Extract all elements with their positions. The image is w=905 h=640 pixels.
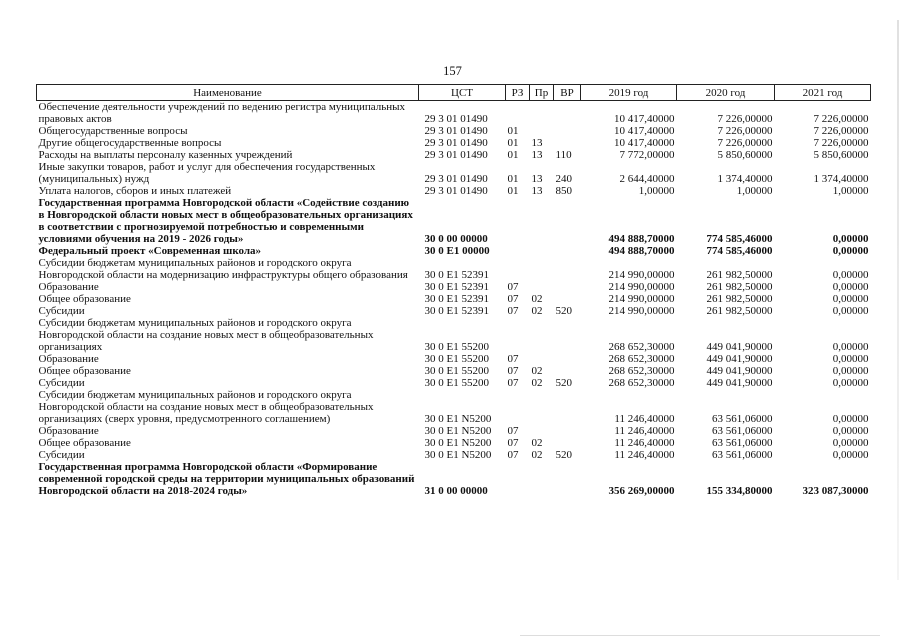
cell-cst: 30 0 E1 N5200 [424, 437, 492, 449]
cell-pr: 02 [531, 305, 543, 317]
cell-cst: 30 0 00 00000 [424, 233, 488, 245]
header-row [37, 85, 871, 101]
cell-rz: 01 [507, 125, 519, 137]
cell-y2020: 261 982,50000 [706, 281, 773, 293]
cell-rz: 07 [507, 377, 519, 389]
cell-y2020: 7 226,00000 [717, 125, 773, 137]
table-row [37, 245, 871, 257]
cell-name: Общее образование [38, 365, 131, 377]
cell-cst: 30 0 E1 N5200 [424, 449, 492, 461]
cell-y2019: 11 246,40000 [614, 449, 675, 461]
cell-cst: 30 0 E1 00000 [424, 245, 490, 257]
cell-vr [554, 353, 581, 365]
cell-rz: 07 [507, 353, 519, 365]
cell-y2019: 10 417,40000 [614, 137, 675, 149]
header-vr: ВР [554, 85, 581, 101]
cell-pr: 13 [531, 173, 543, 185]
table-row [37, 293, 871, 305]
cell-y2020: 155 334,80000 [706, 485, 773, 497]
cell-y2019: 268 652,30000 [608, 341, 675, 353]
cell-y2020: 7 226,00000 [717, 113, 773, 125]
cell-y2020: 261 982,50000 [706, 293, 773, 305]
cell-y2019: 7 772,00000 [619, 149, 675, 161]
cell-cst: 29 3 01 01490 [424, 173, 488, 185]
cell-name: Общегосударственные вопросы [38, 125, 188, 137]
cell-y2019: 214 990,00000 [608, 293, 675, 305]
header-2021: 2021 год [775, 85, 871, 101]
cell-y2021: 0,00000 [832, 305, 869, 317]
cell-y2021: 1 374,40000 [813, 173, 869, 185]
cell-pr: 13 [531, 185, 543, 197]
cell-y2020: 1,00000 [736, 185, 773, 197]
table-row [37, 437, 871, 449]
cell-y2020: 7 226,00000 [717, 137, 773, 149]
cell-y2019: 2 644,40000 [619, 173, 675, 185]
cell-name: Субсидии бюджетам муниципальных районов и городского округа Новгородской области на создание новых мест в общеобразовательных организациях [38, 317, 374, 353]
cell-pr [530, 281, 554, 293]
cell-name: Общее образование [38, 293, 131, 305]
cell-rz [506, 257, 530, 281]
cell-y2021: 0,00000 [832, 365, 869, 377]
table-row [37, 185, 871, 197]
cell-pr [530, 425, 554, 437]
table-row [37, 389, 871, 425]
cell-y2019: 268 652,30000 [608, 365, 675, 377]
cell-y2021: 0,00000 [832, 413, 869, 425]
cell-y2019: 10 417,40000 [614, 125, 675, 137]
cell-y2021: 7 226,00000 [813, 113, 869, 125]
cell-pr: 02 [531, 365, 543, 377]
cell-vr [554, 101, 581, 126]
cell-cst: 30 0 E1 52391 [424, 269, 489, 281]
cell-vr [554, 257, 581, 281]
cell-name: Субсидии [38, 305, 85, 317]
cell-vr [554, 281, 581, 293]
cell-vr [554, 389, 581, 425]
cell-y2019: 494 888,70000 [608, 233, 675, 245]
cell-name: Субсидии [38, 449, 85, 461]
cell-y2021: 0,00000 [832, 269, 869, 281]
cell-y2019: 10 417,40000 [614, 113, 675, 125]
cell-vr [554, 197, 581, 245]
cell-rz: 07 [507, 365, 519, 377]
cell-rz: 01 [507, 185, 519, 197]
cell-y2020: 63 561,06000 [712, 449, 773, 461]
cell-y2021: 0,00000 [832, 293, 869, 305]
cell-y2019: 494 888,70000 [608, 245, 675, 257]
cell-name: Обеспечение деятельности учреждений по ведению регистра муниципальных правовых актов [38, 101, 405, 125]
cell-cst: 30 0 E1 52391 [424, 305, 489, 317]
cell-cst: 31 0 00 00000 [424, 485, 488, 497]
table-row [37, 197, 871, 245]
cell-pr: 02 [531, 377, 543, 389]
header-rz: РЗ [506, 85, 530, 101]
cell-y2020: 63 561,06000 [712, 425, 773, 437]
cell-rz: 07 [507, 437, 519, 449]
cell-pr: 02 [531, 437, 543, 449]
cell-cst: 29 3 01 01490 [424, 137, 488, 149]
table-row [37, 353, 871, 365]
cell-name: Субсидии бюджетам муниципальных районов и городского округа Новгородской области на модернизацию инфраструктуры общего образования [38, 257, 408, 281]
cell-cst: 29 3 01 01490 [424, 125, 488, 137]
cell-vr [554, 293, 581, 305]
cell-rz: 07 [507, 449, 519, 461]
cell-pr [530, 257, 554, 281]
header-cst: ЦСТ [419, 85, 506, 101]
header-2020: 2020 год [677, 85, 775, 101]
table-row [37, 281, 871, 293]
table-row [37, 305, 871, 317]
cell-rz [506, 461, 530, 497]
cell-cst: 30 0 E1 55200 [424, 365, 489, 377]
cell-cst: 30 0 E1 55200 [424, 353, 489, 365]
cell-cst: 30 0 E1 52391 [424, 293, 489, 305]
cell-y2019: 1,00000 [638, 185, 675, 197]
cell-cst: 29 3 01 01490 [424, 113, 488, 125]
table-row [37, 317, 871, 353]
cell-pr [530, 197, 554, 245]
cell-rz [506, 101, 530, 126]
table-row [37, 137, 871, 149]
cell-cst: 30 0 E1 55200 [424, 377, 489, 389]
table-row [37, 125, 871, 137]
cell-name: Общее образование [38, 437, 131, 449]
cell-y2021: 323 087,30000 [802, 485, 869, 497]
cell-vr [554, 461, 581, 497]
cell-y2020: 449 041,90000 [706, 377, 773, 389]
cell-y2021: 7 226,00000 [813, 125, 869, 137]
cell-rz [506, 197, 530, 245]
table-row [37, 377, 871, 389]
cell-pr: 02 [531, 449, 543, 461]
cell-rz [506, 389, 530, 425]
cell-name: Образование [38, 425, 99, 437]
cell-y2019: 268 652,30000 [608, 353, 675, 365]
cell-vr: 520 [555, 377, 572, 389]
cell-y2021: 0,00000 [832, 377, 869, 389]
cell-y2021: 0,00000 [832, 353, 869, 365]
cell-y2021: 0,00000 [832, 245, 869, 257]
cell-rz [506, 245, 530, 257]
cell-name: Субсидии [38, 377, 85, 389]
cell-pr [530, 125, 554, 137]
cell-y2021: 0,00000 [832, 233, 869, 245]
cell-vr [554, 245, 581, 257]
cell-rz [506, 317, 530, 353]
cell-cst: 29 3 01 01490 [424, 149, 488, 161]
header-pr: Пр [530, 85, 554, 101]
cell-rz: 07 [507, 305, 519, 317]
cell-name: Расходы на выплаты персоналу казенных учреждений [38, 149, 293, 161]
cell-vr: 850 [555, 185, 572, 197]
cell-rz: 07 [507, 293, 519, 305]
cell-y2019: 11 246,40000 [614, 425, 675, 437]
table-row [37, 257, 871, 281]
table-row [37, 161, 871, 185]
cell-pr [530, 101, 554, 126]
cell-rz: 07 [507, 425, 519, 437]
cell-vr [554, 365, 581, 377]
cell-name: Федеральный проект «Современная школа» [38, 245, 262, 257]
cell-vr: 240 [555, 173, 572, 185]
table-row [37, 101, 871, 126]
cell-name: Образование [38, 353, 99, 365]
cell-y2021: 5 850,60000 [813, 149, 869, 161]
table-row [37, 149, 871, 161]
header-name: Наименование [37, 85, 419, 101]
cell-y2021: 0,00000 [832, 437, 869, 449]
cell-pr: 13 [531, 149, 543, 161]
cell-y2019: 11 246,40000 [614, 437, 675, 449]
cell-cst: 30 0 E1 N5200 [424, 425, 492, 437]
cell-y2020: 5 850,60000 [717, 149, 773, 161]
cell-vr [554, 125, 581, 137]
cell-pr: 13 [531, 137, 543, 149]
cell-vr [554, 137, 581, 149]
cell-y2019: 356 269,00000 [608, 485, 675, 497]
cell-y2019: 214 990,00000 [608, 305, 675, 317]
cell-y2020: 261 982,50000 [706, 305, 773, 317]
page-number: 157 [443, 64, 462, 78]
cell-rz: 01 [507, 137, 519, 149]
cell-vr [554, 425, 581, 437]
cell-name: Субсидии бюджетам муниципальных районов и городского округа Новгородской области на создание новых мест в общеобразовательных организациях (сверх уровня, предусмотренного соглашением) [38, 389, 374, 425]
cell-cst: 30 0 E1 55200 [424, 341, 489, 353]
table-row [37, 365, 871, 377]
cell-cst: 29 3 01 01490 [424, 185, 488, 197]
cell-y2019: 11 246,40000 [614, 413, 675, 425]
cell-name: Образование [38, 281, 99, 293]
cell-name: Иные закупки товаров, работ и услуг для обеспечения государственных (муниципальных) нужд [38, 161, 376, 185]
cell-y2021: 0,00000 [832, 449, 869, 461]
cell-y2021: 0,00000 [832, 281, 869, 293]
cell-y2021: 7 226,00000 [813, 137, 869, 149]
cell-y2020: 774 585,46000 [706, 245, 773, 257]
cell-vr: 110 [555, 149, 572, 161]
cell-pr: 02 [531, 293, 543, 305]
cell-y2019: 214 990,00000 [608, 281, 675, 293]
cell-pr [530, 317, 554, 353]
cell-name: Государственная программа Новгородской области «Содействие созданию в Новгородской области новых мест в общеобразовательных организациях в соответствии с прогнозируемой потребностью и современными условиями обучения на 2019 - 2026 годы» [38, 197, 413, 245]
cell-y2021: 1,00000 [832, 185, 869, 197]
cell-cst: 30 0 E1 52391 [424, 281, 489, 293]
cell-y2020: 63 561,06000 [712, 437, 773, 449]
cell-cst: 30 0 E1 N5200 [424, 413, 492, 425]
cell-vr [554, 317, 581, 353]
cell-rz: 01 [507, 149, 519, 161]
cell-y2020: 449 041,90000 [706, 365, 773, 377]
cell-y2020: 261 982,50000 [706, 269, 773, 281]
cell-pr [530, 353, 554, 365]
cell-y2020: 449 041,90000 [706, 353, 773, 365]
cell-y2020: 1 374,40000 [717, 173, 773, 185]
cell-y2021: 0,00000 [832, 341, 869, 353]
cell-y2019: 214 990,00000 [608, 269, 675, 281]
scan-edge-mark [897, 20, 899, 580]
header-2019: 2019 год [581, 85, 677, 101]
cell-vr: 520 [555, 449, 572, 461]
cell-pr [530, 389, 554, 425]
budget-table [36, 84, 871, 497]
cell-pr [530, 245, 554, 257]
cell-pr [530, 461, 554, 497]
cell-y2020: 774 585,46000 [706, 233, 773, 245]
cell-y2019: 268 652,30000 [608, 377, 675, 389]
cell-rz: 07 [507, 281, 519, 293]
cell-y2020: 449 041,90000 [706, 341, 773, 353]
cell-vr [554, 437, 581, 449]
table-row [37, 425, 871, 437]
table-row [37, 461, 871, 497]
table-body [37, 101, 871, 498]
cell-y2020: 63 561,06000 [712, 413, 773, 425]
cell-y2021: 0,00000 [832, 425, 869, 437]
cell-rz: 01 [507, 173, 519, 185]
cell-name: Другие общегосударственные вопросы [38, 137, 222, 149]
scan-bottom-mark [520, 635, 880, 636]
cell-name: Государственная программа Новгородской области «Формирование современной городской среды на территории муниципальных образований Новгородской области на 2018-2024 годы» [38, 461, 415, 497]
cell-vr: 520 [555, 305, 572, 317]
table-row [37, 449, 871, 461]
cell-name: Уплата налогов, сборов и иных платежей [38, 185, 232, 197]
